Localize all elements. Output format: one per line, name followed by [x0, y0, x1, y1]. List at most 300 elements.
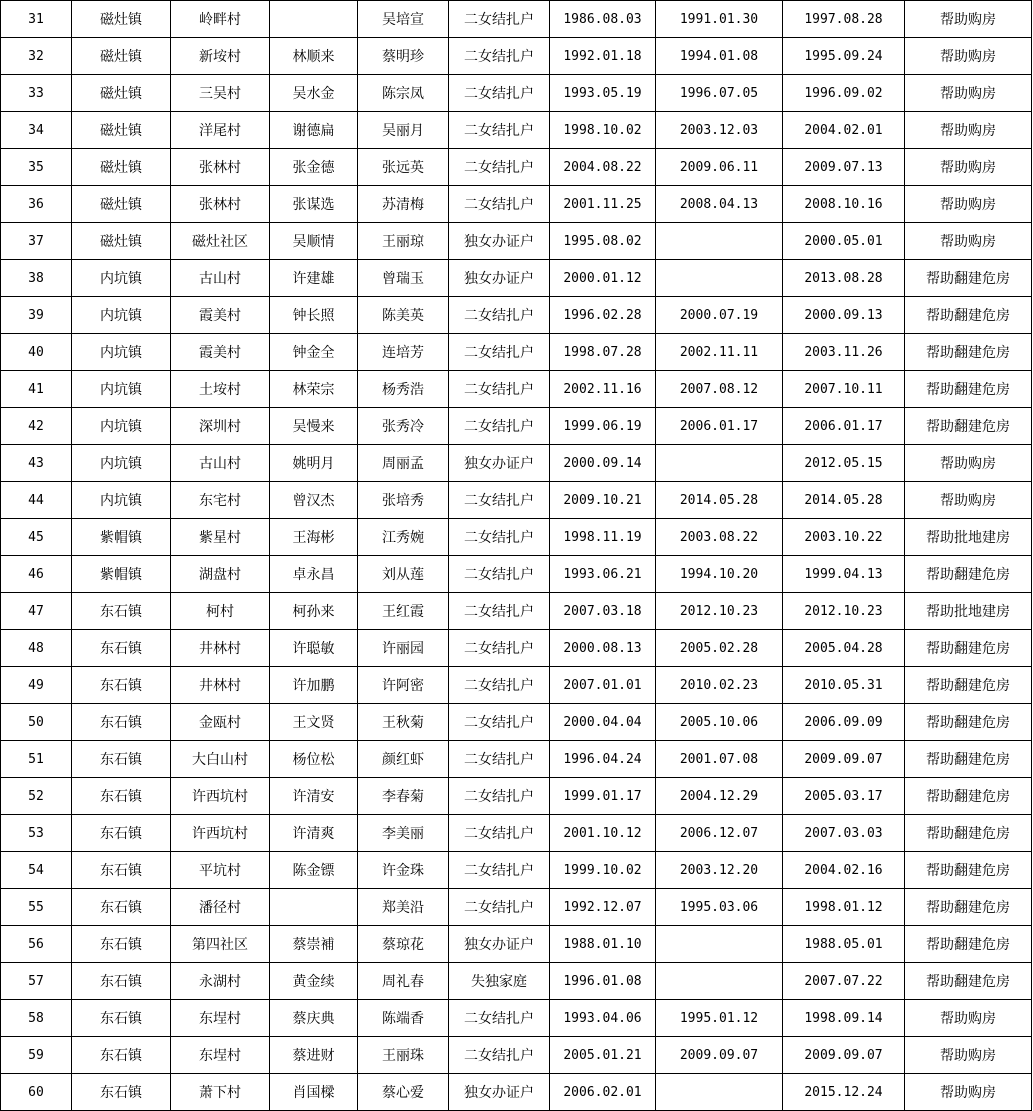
date-2-cell: 2003.08.22 — [656, 519, 783, 556]
row-number-cell: 38 — [1, 260, 72, 297]
assistance-type-cell: 帮助翻建危房 — [905, 630, 1032, 667]
row-number-cell: 54 — [1, 852, 72, 889]
table-row — [1, 445, 1032, 482]
husband-name-cell — [270, 1, 358, 38]
date-3-cell: 2012.10.23 — [783, 593, 905, 630]
table-body — [1, 1, 1032, 1111]
husband-name-cell: 柯孙来 — [270, 593, 358, 630]
date-1-cell: 1996.04.24 — [550, 741, 656, 778]
village-cell: 柯村 — [171, 593, 270, 630]
table-row — [1, 1, 1032, 38]
date-2-cell: 2006.12.07 — [656, 815, 783, 852]
wife-name-cell: 蔡琼花 — [358, 926, 449, 963]
assistance-type-cell: 帮助购房 — [905, 1037, 1032, 1074]
date-2-cell: 1995.03.06 — [656, 889, 783, 926]
table-row — [1, 223, 1032, 260]
assistance-type-cell: 帮助翻建危房 — [905, 667, 1032, 704]
date-2-cell — [656, 1074, 783, 1111]
assistance-type-cell: 帮助批地建房 — [905, 593, 1032, 630]
town-cell: 东石镇 — [72, 889, 171, 926]
date-3-cell: 1998.09.14 — [783, 1000, 905, 1037]
row-number-cell: 33 — [1, 75, 72, 112]
row-number-cell: 31 — [1, 1, 72, 38]
date-3-cell: 2008.10.16 — [783, 186, 905, 223]
date-1-cell: 2000.04.04 — [550, 704, 656, 741]
row-number-cell: 35 — [1, 149, 72, 186]
table-row — [1, 519, 1032, 556]
date-2-cell: 1994.01.08 — [656, 38, 783, 75]
table-row — [1, 741, 1032, 778]
town-cell: 磁灶镇 — [72, 38, 171, 75]
table-row — [1, 1000, 1032, 1037]
date-1-cell: 2005.01.21 — [550, 1037, 656, 1074]
household-type-cell: 二女结扎户 — [449, 852, 550, 889]
husband-name-cell: 张谋选 — [270, 186, 358, 223]
husband-name-cell: 钟长照 — [270, 297, 358, 334]
town-cell: 东石镇 — [72, 1000, 171, 1037]
date-2-cell — [656, 445, 783, 482]
town-cell: 东石镇 — [72, 926, 171, 963]
husband-name-cell: 许建雄 — [270, 260, 358, 297]
date-3-cell: 2015.12.24 — [783, 1074, 905, 1111]
household-type-cell: 二女结扎户 — [449, 889, 550, 926]
village-cell: 金瓯村 — [171, 704, 270, 741]
household-type-cell: 二女结扎户 — [449, 556, 550, 593]
village-cell: 三吴村 — [171, 75, 270, 112]
assistance-type-cell: 帮助购房 — [905, 75, 1032, 112]
assistance-type-cell: 帮助购房 — [905, 1000, 1032, 1037]
husband-name-cell: 许清安 — [270, 778, 358, 815]
town-cell: 东石镇 — [72, 1037, 171, 1074]
row-number-cell: 43 — [1, 445, 72, 482]
row-number-cell: 37 — [1, 223, 72, 260]
household-type-cell: 二女结扎户 — [449, 371, 550, 408]
wife-name-cell: 刘从莲 — [358, 556, 449, 593]
table-row — [1, 297, 1032, 334]
household-type-cell: 二女结扎户 — [449, 741, 550, 778]
husband-name-cell: 蔡进财 — [270, 1037, 358, 1074]
date-3-cell: 2004.02.16 — [783, 852, 905, 889]
wife-name-cell: 王秋菊 — [358, 704, 449, 741]
date-3-cell: 2013.08.28 — [783, 260, 905, 297]
date-1-cell: 2004.08.22 — [550, 149, 656, 186]
town-cell: 东石镇 — [72, 593, 171, 630]
husband-name-cell: 吴顺情 — [270, 223, 358, 260]
wife-name-cell: 吴培宣 — [358, 1, 449, 38]
date-1-cell: 1999.01.17 — [550, 778, 656, 815]
husband-name-cell: 蔡庆典 — [270, 1000, 358, 1037]
table-row — [1, 556, 1032, 593]
table-row — [1, 704, 1032, 741]
wife-name-cell: 王丽珠 — [358, 1037, 449, 1074]
household-type-cell: 二女结扎户 — [449, 667, 550, 704]
wife-name-cell: 杨秀浩 — [358, 371, 449, 408]
husband-name-cell: 王文贤 — [270, 704, 358, 741]
village-cell: 井林村 — [171, 667, 270, 704]
town-cell: 内坑镇 — [72, 334, 171, 371]
husband-name-cell: 杨位松 — [270, 741, 358, 778]
row-number-cell: 51 — [1, 741, 72, 778]
wife-name-cell: 李美丽 — [358, 815, 449, 852]
date-2-cell: 2005.10.06 — [656, 704, 783, 741]
town-cell: 磁灶镇 — [72, 186, 171, 223]
town-cell: 东石镇 — [72, 704, 171, 741]
husband-name-cell: 卓永昌 — [270, 556, 358, 593]
village-cell: 永湖村 — [171, 963, 270, 1000]
town-cell: 东石镇 — [72, 741, 171, 778]
row-number-cell: 36 — [1, 186, 72, 223]
table-row — [1, 852, 1032, 889]
table-row — [1, 1074, 1032, 1111]
husband-name-cell: 许清爽 — [270, 815, 358, 852]
date-2-cell: 2007.08.12 — [656, 371, 783, 408]
wife-name-cell: 张秀冷 — [358, 408, 449, 445]
wife-name-cell: 周礼春 — [358, 963, 449, 1000]
date-3-cell: 2006.09.09 — [783, 704, 905, 741]
date-2-cell: 2009.09.07 — [656, 1037, 783, 1074]
table-row — [1, 186, 1032, 223]
village-cell: 井林村 — [171, 630, 270, 667]
table-row — [1, 778, 1032, 815]
wife-name-cell: 蔡心爱 — [358, 1074, 449, 1111]
table-row — [1, 75, 1032, 112]
row-number-cell: 56 — [1, 926, 72, 963]
assistance-type-cell: 帮助翻建危房 — [905, 371, 1032, 408]
town-cell: 东石镇 — [72, 667, 171, 704]
date-1-cell: 1992.01.18 — [550, 38, 656, 75]
wife-name-cell: 周丽孟 — [358, 445, 449, 482]
assistance-type-cell: 帮助购房 — [905, 149, 1032, 186]
village-cell: 古山村 — [171, 445, 270, 482]
town-cell: 东石镇 — [72, 778, 171, 815]
wife-name-cell: 连培芳 — [358, 334, 449, 371]
date-1-cell: 1986.08.03 — [550, 1, 656, 38]
assistance-type-cell: 帮助购房 — [905, 186, 1032, 223]
table-row — [1, 630, 1032, 667]
town-cell: 磁灶镇 — [72, 149, 171, 186]
husband-name-cell: 曾汉杰 — [270, 482, 358, 519]
household-type-cell: 二女结扎户 — [449, 593, 550, 630]
date-2-cell: 2005.02.28 — [656, 630, 783, 667]
date-3-cell: 1988.05.01 — [783, 926, 905, 963]
town-cell: 内坑镇 — [72, 445, 171, 482]
row-number-cell: 46 — [1, 556, 72, 593]
date-2-cell: 2003.12.20 — [656, 852, 783, 889]
husband-name-cell: 黄金续 — [270, 963, 358, 1000]
table-row — [1, 38, 1032, 75]
village-cell: 古山村 — [171, 260, 270, 297]
town-cell: 内坑镇 — [72, 260, 171, 297]
date-2-cell — [656, 223, 783, 260]
village-cell: 东宅村 — [171, 482, 270, 519]
household-type-cell: 二女结扎户 — [449, 186, 550, 223]
wife-name-cell: 苏清梅 — [358, 186, 449, 223]
date-3-cell: 2006.01.17 — [783, 408, 905, 445]
table-row — [1, 112, 1032, 149]
date-3-cell: 2012.05.15 — [783, 445, 905, 482]
household-type-cell: 失独家庭 — [449, 963, 550, 1000]
wife-name-cell: 吴丽月 — [358, 112, 449, 149]
date-1-cell: 2006.02.01 — [550, 1074, 656, 1111]
date-3-cell: 1997.08.28 — [783, 1, 905, 38]
date-1-cell: 1995.08.02 — [550, 223, 656, 260]
wife-name-cell: 张远英 — [358, 149, 449, 186]
assistance-type-cell: 帮助翻建危房 — [905, 852, 1032, 889]
date-3-cell: 2009.09.07 — [783, 741, 905, 778]
date-3-cell: 2000.09.13 — [783, 297, 905, 334]
assistance-type-cell: 帮助翻建危房 — [905, 926, 1032, 963]
assistance-type-cell: 帮助购房 — [905, 482, 1032, 519]
assistance-type-cell: 帮助翻建危房 — [905, 704, 1032, 741]
husband-name-cell: 吴水金 — [270, 75, 358, 112]
husband-name-cell: 林顺来 — [270, 38, 358, 75]
assistance-type-cell: 帮助翻建危房 — [905, 260, 1032, 297]
household-type-cell: 二女结扎户 — [449, 778, 550, 815]
table-row — [1, 667, 1032, 704]
assistance-type-cell: 帮助翻建危房 — [905, 297, 1032, 334]
wife-name-cell: 王丽琼 — [358, 223, 449, 260]
town-cell: 磁灶镇 — [72, 75, 171, 112]
assistance-type-cell: 帮助翻建危房 — [905, 408, 1032, 445]
date-1-cell: 1996.01.08 — [550, 963, 656, 1000]
assistance-type-cell: 帮助购房 — [905, 1074, 1032, 1111]
wife-name-cell: 郑美沿 — [358, 889, 449, 926]
date-2-cell: 2010.02.23 — [656, 667, 783, 704]
date-2-cell — [656, 963, 783, 1000]
row-number-cell: 48 — [1, 630, 72, 667]
date-3-cell: 2003.11.26 — [783, 334, 905, 371]
assistance-type-cell: 帮助翻建危房 — [905, 778, 1032, 815]
table-row — [1, 260, 1032, 297]
household-type-cell: 二女结扎户 — [449, 1, 550, 38]
wife-name-cell: 江秀婉 — [358, 519, 449, 556]
row-number-cell: 55 — [1, 889, 72, 926]
date-2-cell: 2004.12.29 — [656, 778, 783, 815]
row-number-cell: 58 — [1, 1000, 72, 1037]
date-1-cell: 1992.12.07 — [550, 889, 656, 926]
husband-name-cell — [270, 889, 358, 926]
date-1-cell: 2002.11.16 — [550, 371, 656, 408]
village-cell: 潘径村 — [171, 889, 270, 926]
table-row — [1, 963, 1032, 1000]
date-3-cell: 2005.04.28 — [783, 630, 905, 667]
date-2-cell: 1994.10.20 — [656, 556, 783, 593]
table-row — [1, 149, 1032, 186]
town-cell: 内坑镇 — [72, 482, 171, 519]
village-cell: 许西坑村 — [171, 815, 270, 852]
date-2-cell: 2000.07.19 — [656, 297, 783, 334]
date-3-cell: 2003.10.22 — [783, 519, 905, 556]
village-cell: 霞美村 — [171, 334, 270, 371]
date-2-cell: 2009.06.11 — [656, 149, 783, 186]
date-2-cell: 2008.04.13 — [656, 186, 783, 223]
village-cell: 第四社区 — [171, 926, 270, 963]
table-row — [1, 815, 1032, 852]
date-1-cell: 2007.01.01 — [550, 667, 656, 704]
village-cell: 紫星村 — [171, 519, 270, 556]
row-number-cell: 52 — [1, 778, 72, 815]
date-3-cell: 2007.07.22 — [783, 963, 905, 1000]
date-2-cell: 2012.10.23 — [656, 593, 783, 630]
assistance-type-cell: 帮助翻建危房 — [905, 889, 1032, 926]
date-1-cell: 1993.04.06 — [550, 1000, 656, 1037]
village-cell: 深圳村 — [171, 408, 270, 445]
wife-name-cell: 陈宗凤 — [358, 75, 449, 112]
row-number-cell: 57 — [1, 963, 72, 1000]
date-3-cell: 2007.03.03 — [783, 815, 905, 852]
assistance-type-cell: 帮助翻建危房 — [905, 334, 1032, 371]
town-cell: 东石镇 — [72, 815, 171, 852]
row-number-cell: 44 — [1, 482, 72, 519]
row-number-cell: 45 — [1, 519, 72, 556]
assistance-type-cell: 帮助批地建房 — [905, 519, 1032, 556]
date-1-cell: 1998.11.19 — [550, 519, 656, 556]
household-type-cell: 二女结扎户 — [449, 815, 550, 852]
husband-name-cell: 蔡崇補 — [270, 926, 358, 963]
husband-name-cell: 王海彬 — [270, 519, 358, 556]
date-1-cell: 1999.06.19 — [550, 408, 656, 445]
husband-name-cell: 吴慢来 — [270, 408, 358, 445]
village-cell: 东埕村 — [171, 1000, 270, 1037]
household-type-cell: 二女结扎户 — [449, 519, 550, 556]
date-2-cell: 2002.11.11 — [656, 334, 783, 371]
table-row — [1, 334, 1032, 371]
husband-name-cell: 张金德 — [270, 149, 358, 186]
husband-name-cell: 许聪敏 — [270, 630, 358, 667]
table-row — [1, 371, 1032, 408]
household-type-cell: 二女结扎户 — [449, 112, 550, 149]
wife-name-cell: 许丽园 — [358, 630, 449, 667]
row-number-cell: 59 — [1, 1037, 72, 1074]
date-1-cell: 1993.05.19 — [550, 75, 656, 112]
village-cell: 洋尾村 — [171, 112, 270, 149]
row-number-cell: 32 — [1, 38, 72, 75]
date-3-cell: 2009.09.07 — [783, 1037, 905, 1074]
table-row — [1, 408, 1032, 445]
date-2-cell: 2014.05.28 — [656, 482, 783, 519]
household-type-cell: 二女结扎户 — [449, 297, 550, 334]
table-row — [1, 482, 1032, 519]
date-3-cell: 1996.09.02 — [783, 75, 905, 112]
household-type-cell: 二女结扎户 — [449, 630, 550, 667]
wife-name-cell: 李春菊 — [358, 778, 449, 815]
household-type-cell: 二女结扎户 — [449, 149, 550, 186]
household-type-cell: 二女结扎户 — [449, 704, 550, 741]
wife-name-cell: 许阿密 — [358, 667, 449, 704]
town-cell: 紫帽镇 — [72, 556, 171, 593]
town-cell: 磁灶镇 — [72, 1, 171, 38]
town-cell: 内坑镇 — [72, 371, 171, 408]
assistance-type-cell: 帮助翻建危房 — [905, 741, 1032, 778]
household-type-cell: 二女结扎户 — [449, 75, 550, 112]
row-number-cell: 49 — [1, 667, 72, 704]
date-1-cell: 1993.06.21 — [550, 556, 656, 593]
household-type-cell: 独女办证户 — [449, 260, 550, 297]
date-3-cell: 2014.05.28 — [783, 482, 905, 519]
wife-name-cell: 许金珠 — [358, 852, 449, 889]
assistance-type-cell: 帮助购房 — [905, 223, 1032, 260]
row-number-cell: 42 — [1, 408, 72, 445]
town-cell: 磁灶镇 — [72, 112, 171, 149]
date-3-cell: 2004.02.01 — [783, 112, 905, 149]
town-cell: 东石镇 — [72, 630, 171, 667]
assistance-type-cell: 帮助购房 — [905, 112, 1032, 149]
village-cell: 萧下村 — [171, 1074, 270, 1111]
husband-name-cell: 肖国樑 — [270, 1074, 358, 1111]
husband-name-cell: 许加鹏 — [270, 667, 358, 704]
wife-name-cell: 曾瑞玉 — [358, 260, 449, 297]
village-cell: 岭畔村 — [171, 1, 270, 38]
date-2-cell: 2001.07.08 — [656, 741, 783, 778]
wife-name-cell: 王红霞 — [358, 593, 449, 630]
town-cell: 内坑镇 — [72, 297, 171, 334]
village-cell: 霞美村 — [171, 297, 270, 334]
husband-name-cell: 钟金全 — [270, 334, 358, 371]
date-2-cell — [656, 926, 783, 963]
date-1-cell: 1998.10.02 — [550, 112, 656, 149]
date-1-cell: 2009.10.21 — [550, 482, 656, 519]
village-cell: 新垵村 — [171, 38, 270, 75]
town-cell: 东石镇 — [72, 963, 171, 1000]
village-cell: 张林村 — [171, 186, 270, 223]
assistance-type-cell: 帮助购房 — [905, 1, 1032, 38]
household-type-cell: 二女结扎户 — [449, 334, 550, 371]
date-1-cell: 2000.08.13 — [550, 630, 656, 667]
wife-name-cell: 陈美英 — [358, 297, 449, 334]
date-2-cell: 1996.07.05 — [656, 75, 783, 112]
date-1-cell: 1988.01.10 — [550, 926, 656, 963]
village-cell: 许西坑村 — [171, 778, 270, 815]
table-row — [1, 593, 1032, 630]
date-3-cell: 1995.09.24 — [783, 38, 905, 75]
town-cell: 东石镇 — [72, 1074, 171, 1111]
date-2-cell — [656, 260, 783, 297]
date-3-cell: 1998.01.12 — [783, 889, 905, 926]
village-cell: 张林村 — [171, 149, 270, 186]
row-number-cell: 60 — [1, 1074, 72, 1111]
row-number-cell: 40 — [1, 334, 72, 371]
date-1-cell: 1999.10.02 — [550, 852, 656, 889]
household-type-cell: 二女结扎户 — [449, 1037, 550, 1074]
household-type-cell: 独女办证户 — [449, 1074, 550, 1111]
husband-name-cell: 姚明月 — [270, 445, 358, 482]
household-type-cell: 二女结扎户 — [449, 408, 550, 445]
assistance-type-cell: 帮助翻建危房 — [905, 556, 1032, 593]
town-cell: 磁灶镇 — [72, 223, 171, 260]
assistance-type-cell: 帮助翻建危房 — [905, 963, 1032, 1000]
household-type-cell: 独女办证户 — [449, 445, 550, 482]
row-number-cell: 47 — [1, 593, 72, 630]
town-cell: 内坑镇 — [72, 408, 171, 445]
date-2-cell: 1991.01.30 — [656, 1, 783, 38]
wife-name-cell: 蔡明珍 — [358, 38, 449, 75]
town-cell: 紫帽镇 — [72, 519, 171, 556]
table-row — [1, 926, 1032, 963]
date-1-cell: 2007.03.18 — [550, 593, 656, 630]
village-cell: 平坑村 — [171, 852, 270, 889]
date-1-cell: 1996.02.28 — [550, 297, 656, 334]
row-number-cell: 39 — [1, 297, 72, 334]
village-cell: 土垵村 — [171, 371, 270, 408]
village-cell: 大白山村 — [171, 741, 270, 778]
husband-name-cell: 陈金镖 — [270, 852, 358, 889]
row-number-cell: 53 — [1, 815, 72, 852]
date-2-cell: 1995.01.12 — [656, 1000, 783, 1037]
date-3-cell: 1999.04.13 — [783, 556, 905, 593]
wife-name-cell: 张培秀 — [358, 482, 449, 519]
assistance-type-cell: 帮助翻建危房 — [905, 815, 1032, 852]
household-type-cell: 二女结扎户 — [449, 1000, 550, 1037]
